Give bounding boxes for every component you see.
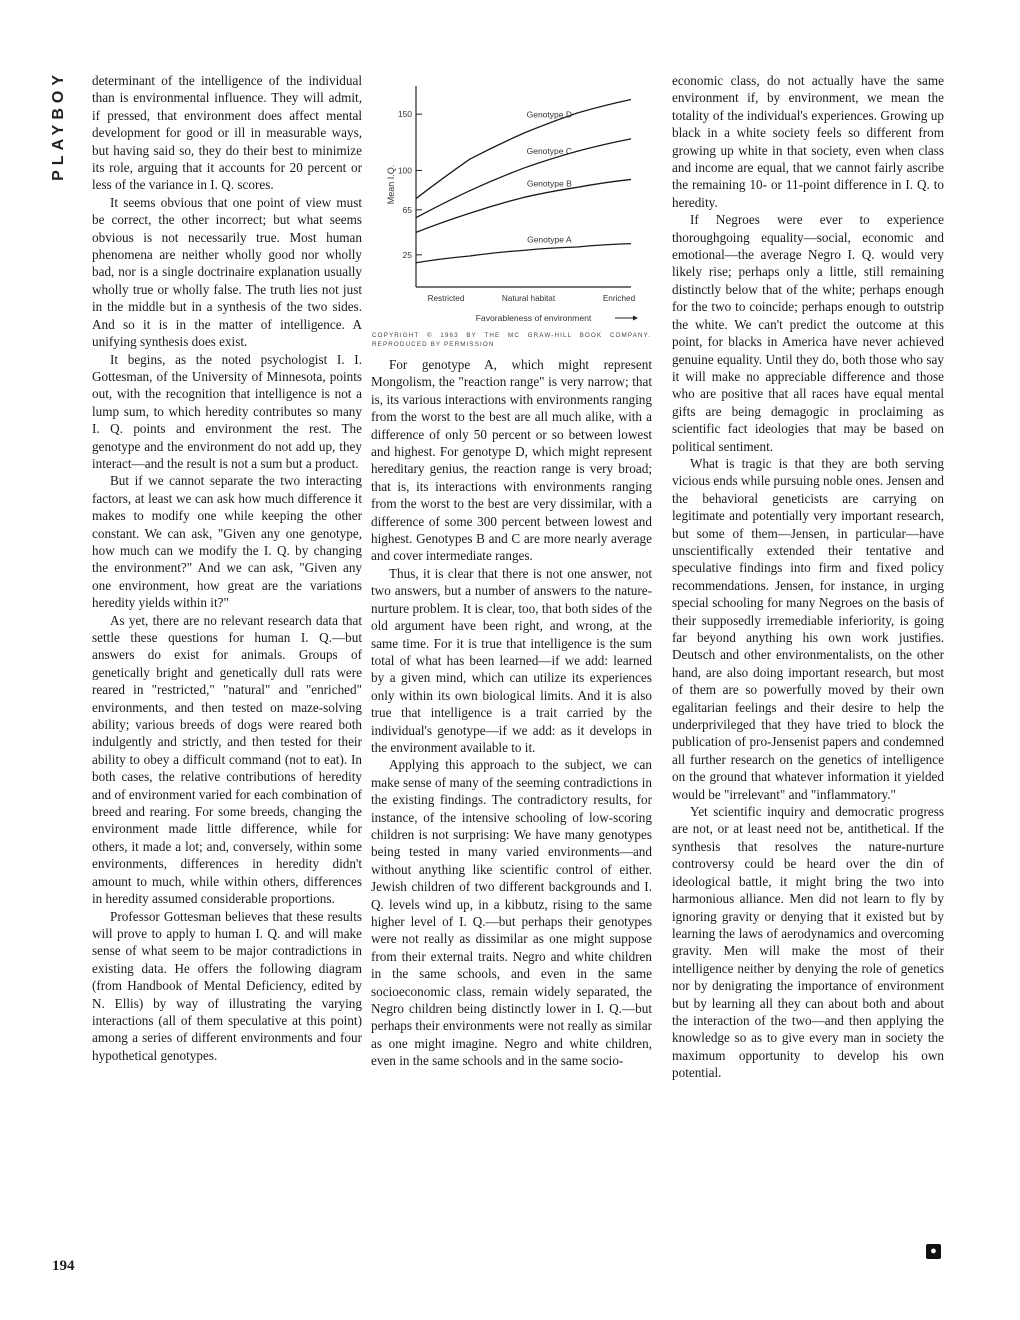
y-tick-label: 65 — [402, 204, 412, 215]
paragraph: If Negroes were ever to experience thoroughgoing equality—social, economic and emotional—the average Negro I. Q. would very likely rise; perhaps only a little, still remaining distinctly below that of the white; perhaps enough for the two to coincide; perhaps enough to outstrip the white. We can't predict the outcome at this point, for blacks in America have never achieved genuine equality. Until they do, both those who say it will make no appreciable difference and those who are positive that all races have equal mental gifts are being demagogic in proclaiming as scientific fact ideologies that may be based on political sentiment. — [672, 212, 944, 454]
paragraph: economic class, do not actually have the same environment if, by environment, we mean the totality of the individual's experiences. Growing up black in a white society feels so different from growing up white in that society, even when class and income are equal, that we cannot fairly ascribe the remaining 10- or 11-point difference in I. Q. to heredity. — [672, 73, 944, 210]
genotype-chart — [371, 78, 652, 328]
series-label: Genotype C — [526, 146, 572, 157]
x-tick-label: Enriched — [602, 294, 636, 303]
series-label: Genotype D — [526, 109, 572, 120]
paragraph: It seems obvious that one point of view must be correct, the other incorrect; but what seems obvious is not necessarily true. Most human phenomena are neither wholly good nor wholly bad, nor is a single doctrinaire explanation usually wholly true or wholly false. The truth lies not just in the middle but in a synthesis of the two sides. And so it is in the matter of intelligence. A unifying synthesis does exist. — [92, 194, 362, 350]
paragraph: It begins, as the noted psychologist I. I. Gottesman, of the University of Minnesota, points out, with the recognition that intelligence is not a lump sum, to which heredity contributes so many I. Q. points and environment the rest. The genotype and the environment do not add up, they interact—and the result is not a sum but a product. — [92, 351, 362, 471]
figure-copyright: COPYRIGHT © 1963 BY THE MC GRAW-HILL BOOK COMPANY. REPRODUCED BY PERMISSION — [372, 332, 651, 348]
reaction-range-figure — [371, 78, 652, 353]
paragraph: determinant of the intelligence of the individual than is environmental influence. They will admit, if pressed, that environment does affect mental development for good or ill in measurable ways, but having said so, they do their best to minimize its role, arguing that it accounts for 20 percent or less of the variance in I. Q. scores. — [92, 73, 362, 193]
x-tick-label: Natural habitat — [501, 294, 556, 303]
column-3 — [672, 72, 944, 1082]
paragraph: For genotype A, which might represent Mongolism, the "reaction range" is very narrow; that is, its various interactions with environments ranging from the worst to the best are all much alike, with a difference of only 50 percent or so between lowest and highest. For genotype D, which might represent hereditary genius, the reaction range is very broad; that is, its interactions with environments ranging from the worst to the best are very dissimilar, with a difference of some 300 percent between lowest and highest. Genotypes B and C are more nearly average and cover intermediate ranges. — [371, 357, 652, 564]
x-tick-label: Restricted — [427, 294, 465, 303]
page-number: 194 — [52, 1258, 75, 1274]
paragraph: Applying this approach to the subject, we can make sense of many of the seeming contradictions in the existing findings. The contradictory results, for instance, of the intensive schooling of low-scoring children is not surprising: We have many genotypes being tested in many varied environments—and without anything like scientific control of either. Jewish children of two different backgrounds and I. Q. levels wind up, in a kibbutz, rising to the same higher level of I. Q.—but perhaps their genotypes were not really as dissimilar as one might suppose from their external traits. Negro and white children in the same schools, and even in the same socioeconomic class, remain widely separated, the Negro children being distinctly lower in I. Q.—but perhaps their environments were not really as similar as one might imagine. Negro and white children, even in the same schools and in the same socio- — [371, 757, 652, 1069]
y-tick-label: 25 — [402, 249, 412, 260]
paragraph: Thus, it is clear that there is not one answer, not two answers, but a number of answers to the nature-nurture problem. It is clear, too, that both sides of the old argument have been right, and wrong, at the same time. For it is true that intelligence is the sum total of what has been learned—if we add: learned by a given mind, which can utilize its experiences only within its own biological limits. And it is also true that intelligence is a trait carried by the individual's genotype—if we add: as it develops in the environment available to it. — [371, 565, 652, 755]
series-line-genotype-a — [416, 244, 631, 263]
series-line-genotype-c — [416, 139, 631, 218]
column-1 — [92, 72, 362, 1064]
y-axis-label: Mean I.Q. — [386, 164, 396, 205]
y-tick-label: 150 — [397, 109, 412, 120]
magazine-logo — [44, 70, 74, 230]
paragraph: But if we cannot separate the two interacting factors, at least we can ask how much difference it makes to modify one while keeping the other constant. We can ask, "Given any one genotype, how much can we modify the I. Q. by changing the environment?" And we can ask, "Given any one environment, how great are the variations heredity yields within it?" — [92, 473, 362, 611]
paragraph: As yet, there are no relevant research data that settle these questions for human I. Q.—but answers do exist for animals. Groups of genetically bright and genetically dull rats were reared in "restricted," "natural" and "enriched" environments, and then tested on maze-solving ability; various breeds of dogs were reared both indulgently and strictly, and then tested for their ability to obey a difficult command (not to eat). In both cases, the relative contributions of heredity and of environment varied for each combination of breed and rearing. For some breeds, changing the environment made little difference, while for others, it made a lot; and, conversely, within some environments, differences in heredity didn't amount to much, while within others, differences in heredity assumed considerable proportions. — [92, 612, 362, 907]
series-line-genotype-b — [416, 179, 631, 232]
paragraph: Professor Gottesman believes that these results will prove to apply to human I. Q. and will make sense of what seem to be major contradictions in existing data. He offers the following diagram (from Handbook of Mental Deficiency, edited by N. Ellis) by way of illustrating the varying interactions (all of them speculative at this point) among a series of different environments and four hypothetical genotypes. — [92, 908, 362, 1063]
paragraph: What is tragic is that they are both serving vicious ends while pursuing noble ones. Jensen and the behavioral geneticists are carrying on legitimate and potentially very important research, but some of them—Jensen, in particular—have unscientifically extended their tentative and speculative findings into firm and fixed policy recommendations. Jensen, for instance, in urging special schooling for many Negroes on the basis of their supposedly irremediable inferiority, is going far beyond anything his own work justifies. Deutsch and other environmentalists, on the other hand, are also doing important research, but most of them are so powerfully moved by their own egalitarian feelings and their desire to help the underprivileged that they have tried to block the publication of pro-Jensenist papers and condemned all further research on the genetics of intelligence on the ground that whatever information it yielded would be "irrelevant" and "inflammatory." — [672, 455, 944, 802]
magazine-name: PLAYBOY — [50, 70, 67, 181]
column-2 — [371, 356, 652, 1070]
series-label: Genotype B — [526, 178, 572, 189]
series-label: Genotype A — [527, 234, 572, 245]
y-tick-label: 100 — [397, 165, 412, 176]
x-axis-arrowhead — [633, 316, 638, 321]
playboy-end-mark-icon: ● — [926, 1244, 941, 1259]
x-axis-label: Favorableness of environment — [475, 313, 592, 323]
paragraph: Yet scientific inquiry and democratic progress are not, or at least need not be, antithetical. If the synthesis that resolves the nature-nurture controversy could be heard over the din of ideological battle, it might bring the two into harmonious alliance. Men did not learn to fly by ignoring gravity or denying that it existed but by learning the laws of aerodynamics and overcoming gravity. Men will make the most of their intelligence neither by denying the role of genetics nor by denigrating the importance of environment but by learning all they can about both and about the interaction of the two—and then applying the knowledge so as to give every man in society the maximum opportunity to develop his own potential. — [672, 804, 944, 1081]
